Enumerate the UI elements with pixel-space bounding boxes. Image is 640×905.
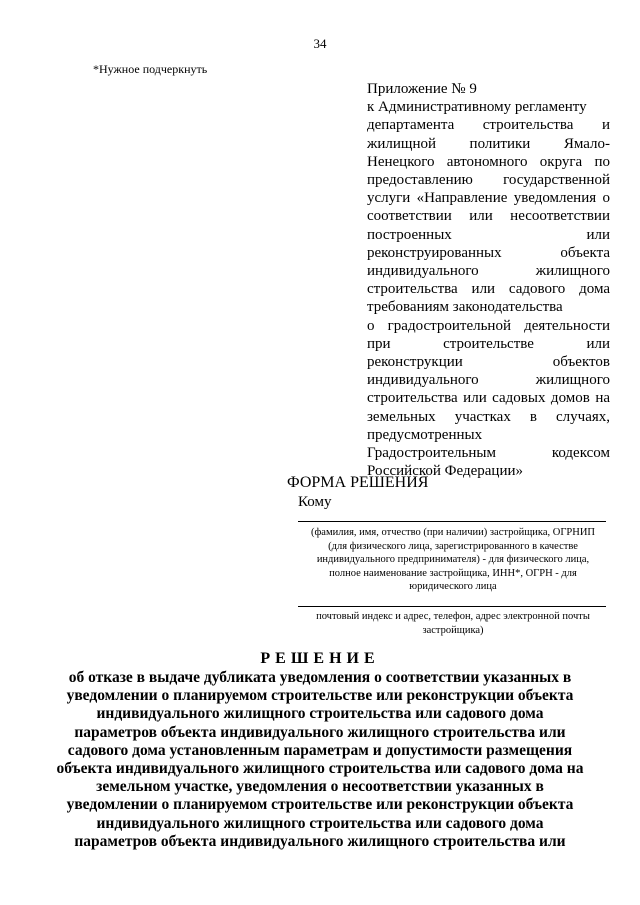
appendix-line: строительства или садового дома [367, 281, 610, 298]
caption-line: юридического лица [409, 581, 497, 592]
caption-line: полное наименование застройщика, ИНН*, ОГРН - для [329, 567, 577, 579]
appendix-line: строительства или садовых домов на [367, 390, 610, 407]
addressee-label: Кому [298, 494, 332, 510]
appendix-line: Приложение № 9 [367, 81, 477, 97]
appendix-line: Российской Федерации» [367, 463, 524, 480]
decision-line: земельном участке, уведомления о несоответствии указанных в [96, 778, 544, 796]
appendix-line: Ненецкого автономного округа по [367, 153, 610, 170]
appendix-line: соответствии или несоответствии [367, 208, 610, 225]
caption-line: (фамилия, имя, отчество (при наличии) застройщика, ОГРНИП [310, 527, 595, 538]
page-number: 34 [313, 36, 327, 51]
decision-line: объекта индивидуального жилищного строительства или садового дома на [56, 760, 584, 778]
appendix-line: к Административному регламенту [367, 99, 587, 116]
address-caption [298, 610, 608, 637]
appendix-line: предусмотренных [367, 426, 483, 443]
decision-line: уведомлении о планируемом строительстве или реконструкции объекта [66, 687, 574, 705]
appendix-line: жилищной политики Ямало- [367, 135, 610, 152]
caption-line: почтовый индекс и адрес, телефон, адрес электронной почты [316, 611, 590, 622]
decision-text [0, 669, 640, 851]
appendix-line: департамента строительства и [367, 117, 610, 134]
appendix-line: требованиям законодательства [367, 299, 563, 316]
decision-line: индивидуального жилищного строительства или садового дома [96, 705, 544, 723]
caption-line: застройщика) [422, 624, 484, 636]
caption-line: (для физического лица, зарегистрированного в качестве [328, 540, 578, 552]
form-title: ФОРМА РЕШЕНИЯ [287, 474, 429, 491]
decision-line: индивидуального жилищного строительства или садового дома [96, 814, 544, 832]
address-line [298, 606, 606, 607]
appendix-line: реконструкции объектов [367, 354, 610, 371]
appendix-line: индивидуального жилищного [367, 263, 610, 280]
decision-line: параметров объекта индивидуального жилищного строительства или [74, 723, 566, 741]
caption-line: индивидуального предпринимателя) - для физического лица, [316, 554, 590, 565]
appendix-line: о градостроительной деятельности [367, 317, 610, 334]
recipient-caption [298, 526, 608, 594]
appendix-line: земельных участках в случаях, [367, 408, 610, 425]
appendix-line: построенных или [367, 226, 610, 243]
recipient-line [298, 521, 606, 522]
decision-line: уведомлении о планируемом строительстве или реконструкции объекта [66, 796, 574, 814]
decision-line: об отказе в выдаче дубликата уведомления о соответствии указанных в [68, 669, 572, 686]
decision-heading: РЕШЕНИЕ [260, 650, 380, 667]
decision-line: садового дома установленным параметрам и допустимости размещения [67, 741, 573, 759]
appendix-line: Градостроительным кодексом [367, 445, 610, 462]
decision-line: параметров объекта индивидуального жилищного строительства или [74, 832, 566, 850]
appendix-line: индивидуального жилищного [367, 372, 610, 389]
appendix-line: при строительстве или [367, 335, 610, 352]
footnote: *Нужное подчеркнуть [93, 62, 208, 76]
appendix-line: предоставлению государственной [367, 172, 610, 189]
appendix-block [367, 80, 610, 480]
appendix-line: реконструированных объекта [367, 244, 610, 261]
appendix-line: услуги «Направление уведомления о [367, 190, 610, 207]
